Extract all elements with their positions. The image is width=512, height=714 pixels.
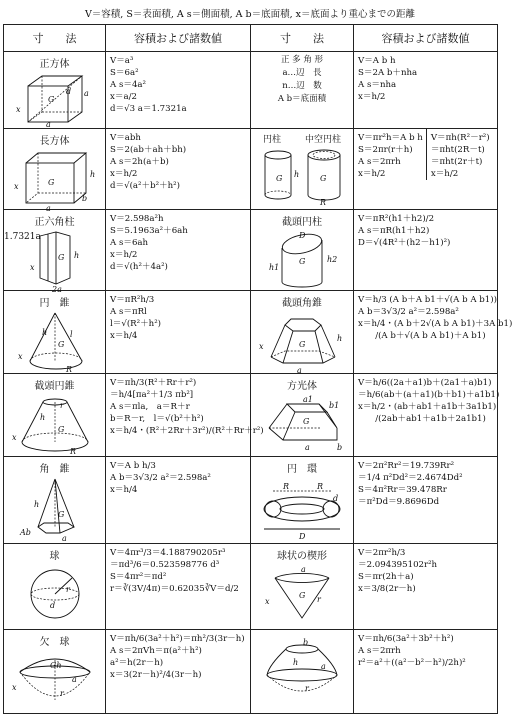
formula-line: A s＝πR(h1＋h2) [358,226,430,236]
svg-text:G: G [303,417,310,426]
svg-text:b1: b1 [329,401,340,410]
formula-list [354,210,497,249]
cone-diagram [10,311,100,373]
svg-text:d: d [65,87,71,96]
formula-line: V＝h/6((2a＋a1)b＋(2a1＋a)b1) [358,378,492,388]
shape-cell-sphere [4,544,106,630]
formula-line: S＝2(ab＋ah＋bh) [110,145,187,155]
svg-text:h: h [33,500,39,509]
formula-line: S＝4π²Rr＝39.478Rr [358,485,447,495]
spherical-cap-diagram [10,650,100,712]
svg-text:G: G [57,253,64,262]
formula-line: /(2ab＋ab1＋a1b＋2a1b1) [358,414,486,424]
truncated-cylinder-diagram [257,230,347,290]
formula-line: x＝h/2 [110,169,138,179]
formula-line: x＝a/2 [110,92,137,102]
formula-list-hollow-cylinder [426,129,497,180]
table-row [4,457,498,544]
shape-name-spherical-cap: 欠 球 [39,637,70,648]
svg-text:a: a [45,120,51,129]
formula-line: x＝h/2 [358,169,386,179]
formula-cell-cube [106,52,251,129]
cube-diagram [10,72,100,128]
formula-line: A s＝2πrh [358,157,401,167]
formula-cell-pyramid [106,457,251,544]
svg-text:a: a [83,89,89,98]
svg-text:Gh: Gh [49,661,62,670]
formula-line: a²＝h(2r－h) [110,658,164,668]
shape-name-torus: 円 環 [287,464,317,475]
formula-line: A s＝2πrh [358,646,401,656]
formula-line: V＝2πr²h/3 [358,548,406,558]
formula-cell-spherical-zone [354,630,498,714]
formula-cell-cylinder [354,129,498,210]
formula-line: S＝5.1963a²＋6ah [110,226,188,236]
table-row [4,52,498,129]
formula-cell-polygon [354,52,498,129]
formula-line: ＝h/6(ab＋(a＋a1)(b＋b1)＋a1b1) [358,390,500,400]
formula-list [354,457,497,508]
formula-line: l＝√(R²＋h²) [110,319,162,329]
formula-line: x＝h/4・(R²＋2Rr＋3r²)/(R²＋Rr＋r²) [110,426,264,436]
svg-text:a: a [297,366,302,375]
formula-cell-spherical-cap [106,630,251,714]
shape-cell-pyramid [4,457,106,544]
svg-text:x: x [13,182,19,191]
table-row [4,129,498,210]
formula-list [354,630,497,669]
shape-name-sphere: 球 [49,551,60,562]
formula-line: x＝h/4 [110,485,138,495]
svg-text:R: R [317,482,324,491]
spherical-zone-diagram [257,635,347,697]
table-row [4,210,498,291]
svg-text:R: R [69,447,76,456]
formula-line: x＝h/2・(ab＋ab1＋a1b＋3a1b1) [358,402,497,412]
shape-cell-frustum-pyramid [251,291,354,374]
svg-text:x: x [11,433,17,442]
svg-text:h: h [89,170,95,179]
svg-text:d: d [49,601,55,610]
header-row [4,25,498,52]
svg-text:G: G [299,591,306,600]
shape-cell-truncated-cylinder [251,210,354,291]
formula-line: V＝πr²h＝A b h [358,133,423,143]
formula-list [354,52,497,103]
formula-line: x＝h/2 [430,169,459,179]
table-row [4,374,498,457]
svg-text:G: G [276,174,283,183]
formula-line: S＝πr(2h＋a) [358,572,414,582]
table-row [4,291,498,374]
formula-list [106,544,250,595]
svg-text:x: x [15,105,21,114]
formula-cell-hex-prism [106,210,251,291]
prismoid-diagram [257,394,347,456]
legend-line: V＝容積, S＝表面積, A s＝側面積, A b＝底面積, x＝底面より重心までの距離 [84,9,416,20]
formula-list [106,630,250,681]
svg-text:D: D [299,532,306,541]
shape-cell-torus [251,457,354,544]
frustum-pyramid-diagram [257,311,347,373]
shape-name-cube: 正方体 [39,59,70,70]
svg-text:a: a [71,675,77,684]
formula-list [354,544,497,595]
formula-line: V＝πh(R²－r²) [430,133,490,143]
formula-line: A s＝2πVh＝π(a²＋h²) [110,646,202,656]
formula-cell-sphere [106,544,251,630]
formula-line: A b＝3√3/2 a²＝2.598a² [110,473,211,483]
formula-line: D＝√(4R²＋(h2－h1)²) [358,238,451,248]
svg-text:r: r [65,585,70,594]
svg-text:r: r [59,689,64,698]
svg-text:l: l [69,330,73,339]
formula-line: V＝2.598a²h [110,214,164,224]
formula-line: A s＝6ah [110,238,149,248]
formula-line: ＝πht(2R－t) [430,145,485,155]
shape-cell-cone [4,291,106,374]
shape-cell-cube [4,52,106,129]
cuboid-diagram [10,149,100,213]
svg-text:h: h [293,658,299,667]
definition-line: a…辺 長 [282,68,322,78]
formula-line: x＝h/4・(A b＋2√(A b A b1)＋3A b1) [358,319,512,329]
shape-name-prismoid: 方光体 [287,381,317,392]
svg-text:h1: h1 [269,263,280,272]
formula-list [106,457,250,496]
shape-name-frustum-pyramid: 截頭角錐 [282,298,322,309]
shape-cell-hex-prism [4,210,106,294]
shape-name-hollow-cylinder: 中空円柱 [304,135,341,145]
formula-line: r＝∛(3V/4π)＝0.62035∛V＝d/2 [110,584,239,594]
svg-text:R: R [320,198,327,207]
formula-line: S＝2A b＋nha [358,68,418,78]
definition-line: 正 多 角 形 [280,55,324,65]
formula-list-cylinder [354,129,426,180]
shape-name-cone: 円 錐 [39,298,70,309]
header-dimension-left: 寸 法 [4,25,106,52]
formula-line: A s＝πRl [110,307,147,317]
torus-diagram [257,477,347,543]
definition-line: n…辺 数 [282,81,322,91]
formula-line: A s＝4a² [110,80,146,90]
shape-name-cylinder: 円柱 [262,135,281,145]
formula-table [3,24,512,714]
formula-line: ＝h/4[πa²＋1/3 πb²] [110,390,194,400]
svg-text:r: r [317,595,321,604]
formula-line: A s＝2h(a＋b) [110,157,169,167]
header-dimension-right: 寸 法 [251,25,354,52]
svg-text:x: x [259,342,264,351]
svg-text:h: h [337,334,343,343]
formula-line: V＝πR²h/3 [110,295,155,305]
formula-list [354,291,512,342]
svg-text:a: a [45,204,51,213]
formula-line: x＝3/8(2r－h) [358,584,416,594]
formula-cell-cone [106,291,251,374]
formula-cell-frustum-pyramid [354,291,512,374]
table-row [4,630,498,714]
shape-name-truncated-cylinder: 截頭円柱 [282,217,322,228]
svg-text:D: D [299,231,306,240]
shape-name-spherical-zone [251,630,353,633]
formula-line: d＝√3 a＝1.7321a [110,104,187,114]
svg-text:a: a [305,443,310,452]
formula-line: /(A b＋√(A b A b1)＋A b1) [358,331,486,341]
shape-cell-polygon [251,52,354,129]
svg-text:x: x [265,597,270,606]
formula-line: x＝h/2 [110,250,138,260]
formula-line: A b＝3√3/2 a²＝2.598a² [358,307,459,317]
svg-text:G: G [57,425,64,434]
shape-cell-spherical-wedge [251,544,354,630]
formula-line: V＝πh/6(3a²＋3b²＋h²) [358,634,454,644]
svg-text:x: x [17,352,23,361]
polygon-labels [251,52,353,106]
shape-cell-frustum-cone [4,374,106,457]
cylinder-diagram [254,147,350,207]
formula-line: S＝6a² [110,68,139,78]
formula-line: x＝3(2r－h)²/4(3r－h) [110,670,202,680]
shape-cell-cylinder [251,129,354,210]
formula-line: V＝a³ [110,56,134,66]
svg-text:Ab: Ab [19,528,31,537]
formula-line: A s＝nha [358,80,397,90]
shape-name-frustum-cone: 截頭円錐 [34,381,75,392]
formula-line: d＝√(a²＋b²＋h²) [110,181,180,191]
frustum-cone-diagram [10,394,100,456]
formula-line: V＝abh [110,133,141,143]
formula-line: x＝h/4 [110,331,138,341]
formula-line: b＝R－r, l＝√(b²＋h²) [110,414,204,424]
formula-list [106,291,250,342]
header-formula-right: 容積および諸数値 [354,25,498,52]
svg-text:b: b [81,194,87,203]
formula-line: V＝2π²Rr²＝19.739Rr² [358,461,455,471]
formula-line: ＝π²Dd＝9.8696Dd [358,497,440,507]
svg-text:G: G [320,174,327,183]
shape-cell-prismoid [251,374,354,457]
svg-text:b: b [337,443,343,452]
shape-name-pyramid: 角 錐 [39,464,70,475]
svg-text:d: d [333,494,339,503]
sphere-diagram [10,564,100,626]
definition-line: A b＝底面積 [277,94,327,104]
formula-list [106,129,250,192]
svg-text:h: h [294,170,300,179]
svg-text:G: G [47,95,54,104]
svg-text:h2: h2 [327,255,338,264]
formula-line: S＝2πr(r＋h) [358,145,413,155]
svg-text:R: R [283,482,290,491]
formula-line: V＝h/3 (A b＋A b1＋√(A b A b1)) [358,295,497,305]
formula-line: ＝1/4 π²Dd²＝2.4674Dd² [358,473,463,483]
svg-text:h: h [41,328,47,337]
spherical-wedge-diagram [257,564,347,626]
svg-text:a: a [301,565,306,574]
shape-cell-spherical-zone [251,630,354,714]
svg-text:h: h [39,413,45,422]
svg-text:a: a [61,534,67,543]
formula-line: S＝4πr²＝πd² [110,572,167,582]
formula-cell-prismoid [354,374,498,457]
formula-line: V＝A b h/3 [110,461,156,471]
svg-text:R: R [65,365,72,374]
formula-cell-spherical-wedge [354,544,498,630]
formula-line: V＝A b h [358,56,396,66]
hex-side-label: 1.7321a [4,232,41,242]
formula-line: ＝πht(2r＋t) [430,157,483,167]
svg-text:x: x [29,263,35,272]
shape-name-spherical-wedge: 球状の楔形 [277,551,327,562]
svg-text:a1: a1 [303,395,313,404]
shape-name-cuboid: 長方体 [39,136,70,147]
svg-text:h: h [73,251,79,260]
svg-text:x: x [11,683,17,692]
svg-text:r: r [59,401,64,410]
formula-list [354,374,500,425]
svg-text:b: b [303,638,309,647]
svg-text:G: G [299,257,306,266]
formula-line: ＝2.094395102r²h [358,560,438,570]
formula-cell-frustum-cone [106,374,264,457]
formula-line: ＝πd³/6＝0.523598776 d³ [110,560,220,570]
svg-text:G: G [57,340,64,349]
shape-name-hex-prism: 正六角柱 [34,217,75,228]
shape-cell-spherical-cap [4,630,106,714]
formula-list [106,210,250,273]
header-formula-left: 容積および諸数値 [106,25,251,52]
formula-line: A s＝πla, a＝R＋r [110,402,190,412]
svg-text:G: G [57,510,64,519]
formula-line: V＝πR²(h1＋h2)/2 [358,214,435,224]
svg-text:r: r [305,684,309,693]
pyramid-diagram [10,477,100,543]
formula-line: r²＝a²＋((a²－b²－h²)/2h)² [358,658,466,668]
svg-text:2a: 2a [51,285,62,294]
svg-text:a: a [321,662,326,671]
formula-line: V＝πh/6(3a²＋h²)＝πh²/3(3r－h) [110,634,245,644]
formula-line: x＝h/2 [358,92,386,102]
formula-cell-torus [354,457,498,544]
svg-text:G: G [299,340,306,349]
formula-list [106,374,264,437]
formula-cell-truncated-cylinder [354,210,498,291]
formula-line: d＝√(h²＋4a²) [110,262,168,272]
shape-cell-cuboid [4,129,106,213]
formula-line: V＝4πr³/3＝4.188790205r³ [110,548,226,558]
formula-list [106,52,250,115]
formula-line: V＝πh/3(R²＋Rr＋r²) [110,378,197,388]
svg-text:G: G [47,178,54,187]
formula-cell-cuboid [106,129,251,210]
table-row [4,544,498,630]
